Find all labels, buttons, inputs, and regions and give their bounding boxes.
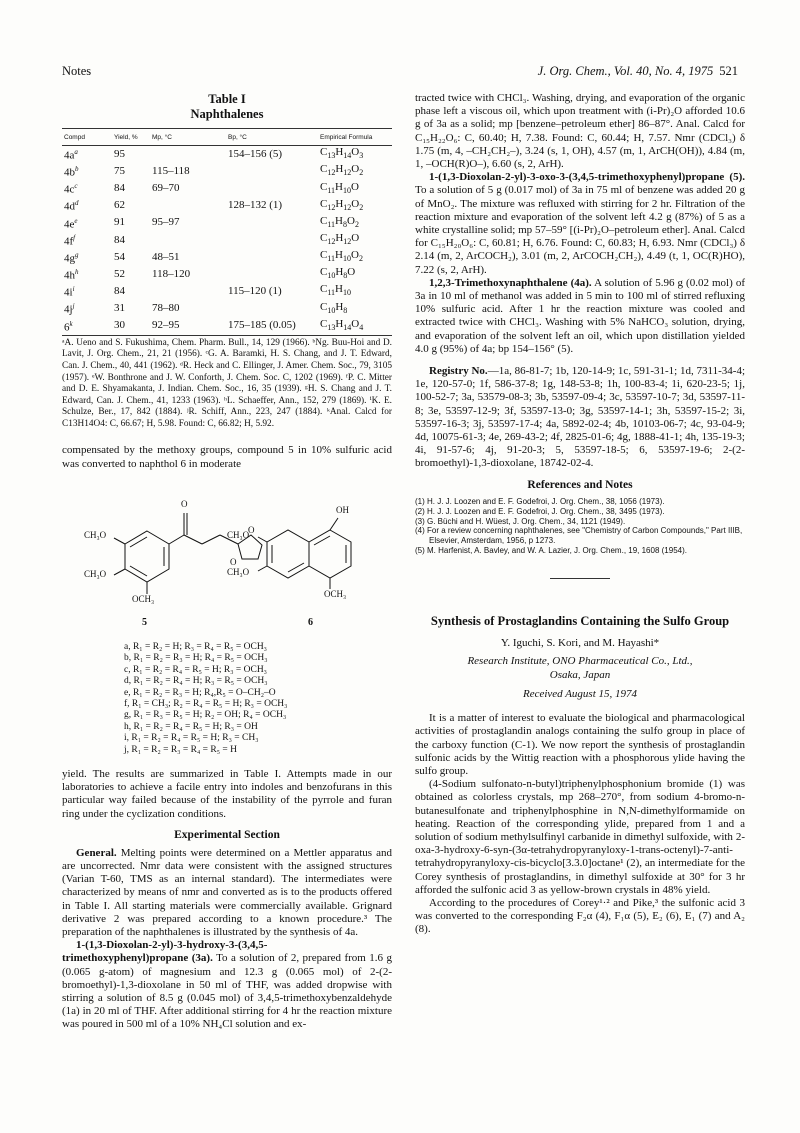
substituent-entry: g, R₁ = R₃ = R₅ = H; R₂ = OH; R₄ = OCH₃	[124, 710, 287, 721]
article-affiliation	[415, 655, 745, 682]
compound-id: 4h	[64, 269, 75, 282]
table-row	[62, 146, 392, 164]
cell-yield: 84	[114, 233, 125, 246]
table-number: Table I	[208, 92, 246, 106]
dioxolane-o2-label: O	[230, 556, 237, 567]
table-row	[62, 318, 392, 336]
footnote-marker: i	[72, 285, 75, 294]
cell-mp	[150, 197, 226, 214]
footnote-marker: g	[75, 250, 79, 259]
cell-yield: 52	[114, 267, 125, 280]
cell-mp: 69–70	[152, 182, 180, 195]
cell-yield: 84	[114, 182, 125, 195]
table-row	[62, 197, 392, 214]
cell-bp	[226, 215, 318, 232]
footnote-marker: d	[75, 199, 79, 208]
methoxy-label-5a: CH₃O	[84, 529, 107, 540]
registry-heading: Registry No.	[429, 365, 488, 378]
col-yield: Yield, %	[112, 129, 150, 146]
compound-id: 4g	[64, 252, 75, 265]
running-head-section: Notes	[62, 64, 92, 78]
intro-paragraph-3: According to the procedures of Corey¹·² and Pike,³ the sulfonic acid 3 was converted to the corresponding F₂α (4), F₁α (5), E₂ (6), E₁ (7) and A₂ (8).	[415, 896, 745, 936]
methoxy-label-5c: OCH₃	[132, 593, 155, 604]
compound-id: 4a	[64, 149, 75, 162]
cell-compd	[62, 318, 112, 336]
general-run-in-head: General.	[76, 846, 117, 859]
cell-mp: 48–51	[152, 250, 180, 263]
registry-paragraph	[415, 365, 745, 471]
cell-bp: 175–185 (0.05)	[226, 318, 318, 336]
cell-formula: $C_{10}H_8$	[320, 300, 348, 315]
substituent-entry: h, R₁ = R₂ = R₄ = R₅ = H; R₃ = OH	[124, 721, 258, 732]
cell-bp	[226, 163, 318, 180]
running-head-journal	[538, 64, 738, 79]
footnote-marker: b	[75, 165, 79, 174]
compound-id: 4d	[64, 201, 75, 214]
compound-4a-heading: 1,2,3-Trimethoxynaphthalene (4a).	[429, 276, 592, 289]
cell-mp: 115–118	[152, 164, 190, 177]
cell-formula: $C_{10}H_8O$	[320, 266, 356, 281]
reference-entry: (4) For a review concerning naphthalenes, see "Chemistry of Carbon Compounds," Part IIIB, Elsevier, Amsterdam, 1956, p 1273.	[415, 526, 743, 546]
col-bp: Bp, °C	[226, 129, 318, 146]
cell-compd	[62, 197, 112, 214]
cell-bp	[226, 300, 318, 317]
cell-compd	[62, 266, 112, 283]
table-row	[62, 283, 392, 300]
received-date: Received August 15, 1974	[522, 688, 638, 701]
cell-mp: 95–97	[152, 216, 180, 229]
reference-entry: (3) G. Büchi and H. Wüest, J. Org. Chem., 34, 1121 (1949).	[415, 516, 626, 526]
article-separator-rule	[550, 578, 610, 579]
table-body	[62, 146, 392, 336]
compound-4a-paragraph	[415, 277, 745, 356]
cell-formula: $C_{11}H_8O_2$	[320, 214, 359, 230]
table-caption: Naphthalenes	[190, 107, 264, 121]
table-row	[62, 180, 392, 197]
cell-bp	[226, 266, 318, 283]
footnote-marker: h	[75, 268, 79, 277]
intro-paragraph-1: It is a matter of interest to evaluate the biological and pharmacological activities of prostaglandin analogs containing the sulfo group in place of the carboxy function (C-1). We now report the synthesis of prostaglandin sulfonic acids by the Wittig reaction with a phosphorous ylide having the sulfo group.	[415, 712, 745, 777]
cell-formula: $C_{11}H_{10}O_2$	[320, 249, 363, 264]
substituent-entry: c, R₁ = R₂ = R₄ = R₅ = H; R₃ = OCH₃	[124, 664, 267, 675]
table-row	[62, 266, 392, 283]
compound-5-paragraph	[415, 171, 745, 277]
col-compd: Compd	[62, 129, 112, 146]
cell-bp: 128–132 (1)	[228, 199, 283, 212]
naphthalene-ring-left	[267, 530, 309, 578]
cell-mp	[150, 232, 226, 249]
compound-id: 6	[64, 321, 70, 334]
cell-formula: $C_{13}H_{14}O_3$	[320, 146, 364, 161]
structure-drawing	[62, 477, 392, 642]
affiliation-line-1: Research Institute, ONO Pharmaceutical Co., Ltd.,	[467, 655, 693, 668]
compound-number-6: 6	[308, 616, 313, 628]
cell-yield: 31	[114, 302, 125, 315]
experimental-general-paragraph	[62, 847, 392, 939]
compound-5-heading: 1-(1,3-Dioxolan-2-yl)-3-oxo-3-(3,4,5-trimethoxyphenyl)propane (5).	[429, 171, 745, 184]
cell-yield: 75	[114, 164, 125, 177]
naphthalene-ring-right	[309, 530, 351, 578]
references-heading: References and Notes	[527, 478, 633, 491]
article-authors: Y. Iguchi, S. Kori, and M. Hayashi*	[500, 637, 660, 650]
naphthalenes-table	[62, 128, 392, 336]
body-paragraph-extraction: tracted twice with CHCl₃. Washing, drying, and evaporation of the organic phase left a viscous oil, which upon treatment with (i-Pr)₂O afforded 10.6 g of 3a as a solid; mp [benzene–petroleum ether] 86–87°. Anal. Calcd for C₁₅H₂₂O₆: C, 60.40; H, 7.38. Found: C, 60.44; H, 7.57. Nmr (CDCl₃) δ 1.75 (m, 4, –CH₂CH₂–), 3.24 (s, 1, OH), 4.57 (m, 1, ArCH(OH)), 4.84 (m, 1, –OCH(R)O–), 6.60 (s, 2, ArH).	[415, 92, 745, 171]
compound-id: 4e	[64, 218, 75, 231]
cell-mp: 92–95	[150, 318, 226, 336]
compound-id: 4j	[64, 304, 73, 317]
cell-compd	[62, 163, 112, 180]
table-row	[62, 163, 392, 180]
reference-entry: (5) M. Harfenist, A. Bavley, and W. A. Lazier, J. Org. Chem., 19, 1608 (1954).	[415, 546, 687, 556]
cell-formula: $C_{12}H_{12}O$	[320, 232, 360, 247]
table-row	[62, 215, 392, 232]
cell-bp: 115–120 (1)	[228, 285, 282, 298]
cell-yield: 62	[114, 199, 125, 212]
cell-yield: 54	[114, 250, 125, 263]
affiliation-line-2: Osaka, Japan	[549, 668, 611, 681]
table-row	[62, 300, 392, 317]
cell-yield: 95	[114, 147, 125, 160]
intro-paragraph-2: (4-Sodium sulfonato-n-butyl)triphenylphosphonium bromide (1) was obtained as colorless crystals, mp 268–270°, from sodium 4-bromo-n-butanesulfonate and triphenylphosphine in N,N-dimethylformamide on heating. Reaction of the corresponding ylide, prepared from 1 and a solution of sodium methylsulfinyl carbanide in dimethyl sulfoxide, with 2-oxa-3-hydroxy-6-syn-(3α-tetrahydropyranyloxy-1-trans-octenyl)-7-anti-tetrahydropyranyloxy-cis-bicyclo[3.3.0]octane¹ (2), an intermediate for the Corey synthesis of prostaglandins, in dimethyl sulfoxide at 30° for 3 hr afforded the sulfonic acid 3 as yellow-brown crystals in 48% yield.	[415, 778, 745, 896]
table-header-row	[62, 129, 392, 146]
footnote-marker: j	[72, 302, 75, 311]
compound-number-5: 5	[142, 616, 147, 628]
footnote-marker: k	[69, 319, 73, 328]
table-row	[62, 232, 392, 249]
methoxy-label-5b: CH₃O	[84, 568, 107, 579]
substituent-entry: d, R₁ = R₂ = R₄ = H; R₃ = R₅ = OCH₃	[124, 676, 268, 687]
benzene-ring-5	[125, 531, 169, 582]
compound-3a-heading: 1-(1,3-Dioxolan-2-yl)-3-hydroxy-3-(3,4,5-trimethoxyphenyl)propane (3a).	[62, 939, 268, 965]
cell-bp	[226, 180, 318, 197]
compound-5-text: To a solution of 5 g (0.017 mol) of 3a in 75 ml of benzene was added 20 g of MnO₂. The mixture was refluxed with stirring for 2 hr. Filtration of the reaction mixture and evaporation of the solvent left 4.2 g (87%) of 5 as a white crystalline solid; mp 57–59° [(i-Pr)₂O–petroleum ether]. Anal. Calcd for C₁₅H₂₀O₆: C, 60.81; H, 6.76. Found: C, 60.83; H, 6.93. Nmr (CDCl₃) δ 2.14 (m, 2, ArCOCH₂), 3.01 (m, 2, ArCOCH₂CH₂), 4.49 (t, 1, OC(R)HO), 7.22 (s, 2, ArH).	[415, 184, 745, 276]
compound-4a-text: A solution of 5.96 g (0.02 mol) of 3a in 10 ml of methanol was added in 5 min to 100 ml of stirred refluxing 10% sulfuric acid. After 1 hr the reaction mixture was cooled and extracted twice with CHCl₃. Washing with 5% NaHCO₃ solution, drying, and evaporation of the solvent left an oil, which upon distillation yielded 4.0 g (95%) of 4a; bp 154–156° (5).	[415, 276, 745, 355]
table-footnotes: ᵃA. Ueno and S. Fukushima, Chem. Pharm. Bull., 14, 129 (1966). ᵇNg. Buu-Hoi and D. Lavit, J. Org. Chem., 21, 21 (1956). ᶜG. A. Baramki, H. S. Chang, and J. T. Edward, Can. J. Chem., 40, 441 (1962). ᵈR. Heck and C. Ellinger, J. Amer. Chem. Soc., 79, 3105 (1957). ᵉW. Bonthrone and J. W. Conforth, J. Chem. Soc. C, 1202 (1969). ᶠP. C. Mitter and D. E. Shyamakanta, J. Indian. Chem. Soc., 16, 35 (1939). ᵍH. S. Chang and J. T. Edward, Can. J. Chem., 41, 1233 (1963). ʰL. Schaeffer, Ann., 152, 279 (1869). ⁱK. E. Schulze, Ber., 17, 842 (1884). ʲR. Schiff, Ann., 223, 247 (1884). ᵏAnal. Calcd for C13H14O4: C, 66.67; H, 5.98. Found: C, 66.82; H, 5.92.	[62, 337, 392, 429]
cell-formula: $C_{13}H_{14}O_4$	[318, 318, 392, 336]
compound-id: 4i	[64, 286, 73, 299]
compound-id: 4b	[64, 166, 75, 179]
reference-entry: (2) H. J. J. Loozen and E. F. Godefroi, J. Org. Chem., 38, 3495 (1973).	[415, 506, 665, 516]
journal-citation: J. Org. Chem., Vol. 40, No. 4, 1975	[537, 64, 714, 78]
right-column	[415, 92, 745, 937]
compound-id: 4c	[64, 183, 75, 196]
cell-bp	[226, 232, 318, 249]
left-column	[62, 92, 392, 1032]
cell-yield: 84	[114, 285, 125, 298]
table-row	[62, 249, 392, 266]
body-paragraph-results: yield. The results are summarized in Table I. Attempts made in our laboratories to achieve a facile entry into indoles and benzofurans in this particular way failed because of the instability of the pyrrole and furan ring under the cyclization conditions.	[62, 767, 392, 820]
cell-compd	[62, 283, 112, 300]
cell-mp	[150, 146, 226, 164]
page-number: 521	[719, 64, 738, 78]
cell-bp: 154–156 (5)	[228, 147, 283, 160]
cell-compd	[62, 215, 112, 232]
references-list	[415, 497, 745, 556]
registry-text: —1a, 86-81-7; 1b, 120-14-9; 1c, 591-31-1; 1d, 7311-34-4; 1e, 120-57-0; 1f, 586-37-8; 1g, 148-53-8; 1h, 100-83-4; 1i, 620-23-5; 1j, 100-52-7; 3a, 53579-08-3; 3b, 53597-09-4; 3c, 53597-10-7; 3d, 53597-11-8; 3e, 53597-12-9; 3f, 53597-13-0; 3g, 53597-14-1; 3h, 53597-15-2; 3i, 53597-16-3; 3j, 53597-17-4; 4a, 5892-02-4; 4b, 10103-06-7; 4c, 93-04-9; 4d, 10075-61-3; 4e, 269-43-2; 4f, 2825-01-6; 4g, 1888-41-1; 4h, 135-19-3; 4i, 91-57-6; 4j, 91-20-3; 5, 53597-18-5; 6, 53597-19-6; 2-(2-bromoethyl)-1,3-dioxolane, 18742-02-4.	[415, 365, 746, 470]
article-title: Synthesis of Prostaglandins Containing the Sulfo Group	[430, 614, 730, 629]
general-text: Melting points were determined on a Mettler apparatus and are uncorrected. Nmr data were consistent with the assigned structures (Varian T-60, TMS as an internal standard). The intermediates were characterized by means of nmr and converted as is to the products offered in Table I. All starting materials were commercially available. Grignard derivative 2 was prepared according to a known procedure.³ The preparation of the naphthalenes is illustrated by the synthesis of 4a.	[62, 846, 392, 938]
col-formula: Empirical Formula	[318, 129, 392, 146]
cell-formula: $C_{12}H_{12}O_2$	[320, 163, 364, 178]
substituent-list	[62, 642, 392, 756]
experimental-heading: Experimental Section	[174, 828, 280, 841]
reference-entry: (1) H. J. J. Loozen and E. F. Godefroi, J. Org. Chem., 38, 1056 (1973).	[415, 496, 665, 506]
methoxy-label-6c: OCH₃	[324, 588, 347, 599]
cell-formula: $C_{11}H_{10}O$	[320, 180, 359, 195]
compound-3a-text: To a solution of 2, prepared from 1.6 g (0.065 g-atom) of magnesium and 12.3 g (0.065 mol) of 2-(2-bromoethyl)-1,3-dioxolane in 50 ml of THF, was added dropwise with stirring a solution of 8.5 g (0.045 mol) of 3,4,5-trimethoxybenzaldehyde (1a) in 20 ml of THF. After additional stirring for 4 hr the reaction mixture was poured in 500 ml of a 10% NH₄Cl solution and ex-	[62, 952, 392, 1031]
table-title	[62, 92, 392, 122]
footnote-marker: a	[74, 148, 78, 156]
hydroxyl-label: OH	[336, 504, 349, 515]
cell-compd	[62, 146, 112, 164]
cell-compd	[62, 232, 112, 249]
cell-compd	[62, 180, 112, 197]
dioxolane-o1-label: O	[248, 524, 255, 535]
cell-compd	[62, 300, 112, 317]
cell-bp	[226, 249, 318, 266]
substituent-entry: e, R₁ = R₂ = R₃ = H; R₄,R₅ = O–CH₂–O	[124, 687, 276, 698]
methoxy-label-6b: CH₃O	[227, 566, 250, 577]
methoxy-label-6a: CH₃O	[227, 529, 250, 540]
structures-figure	[62, 477, 392, 642]
substituent-entry: a, R₁ = R₂ = H; R₃ = R₄ = R₅ = OCH₃	[124, 641, 267, 652]
experimental-3a-paragraph	[62, 939, 392, 1031]
cell-formula: $C_{11}H_{10}$	[320, 283, 351, 298]
substituent-entry: f, R₁ = CH₃; R₂ = R₄ = R₅ = H; R₃ = OCH₃	[124, 698, 288, 709]
footnote-marker: c	[74, 182, 78, 191]
substituent-entry: j, R₁ = R₂ = R₃ = R₄ = R₅ = H	[124, 744, 238, 755]
cell-mp	[150, 283, 226, 300]
cell-mp: 118–120	[152, 267, 191, 280]
compound-id: 4f	[64, 235, 74, 248]
keto-oxygen-label: O	[181, 498, 188, 509]
cell-formula: $C_{12}H_{12}O_2$	[320, 197, 364, 212]
cell-yield: 30	[112, 318, 150, 336]
substituent-entry: b, R₁ = R₂ = R₃ = H; R₄ = R₅ = OCH₃	[124, 653, 268, 664]
footnote-marker: e	[74, 216, 78, 225]
substituent-entry: i, R₁ = R₂ = R₄ = R₅ = H; R₃ = CH₃	[124, 733, 259, 744]
footnote-marker: f	[73, 233, 76, 242]
col-mp: Mp, °C	[150, 129, 226, 146]
body-paragraph-compensated: compensated by the methoxy groups, compound 5 in 10% sulfuric acid was converted to naphthol 6 in moderate	[62, 444, 392, 470]
cell-compd	[62, 249, 112, 266]
cell-mp: 78–80	[152, 302, 180, 315]
cell-yield: 91	[114, 216, 125, 229]
